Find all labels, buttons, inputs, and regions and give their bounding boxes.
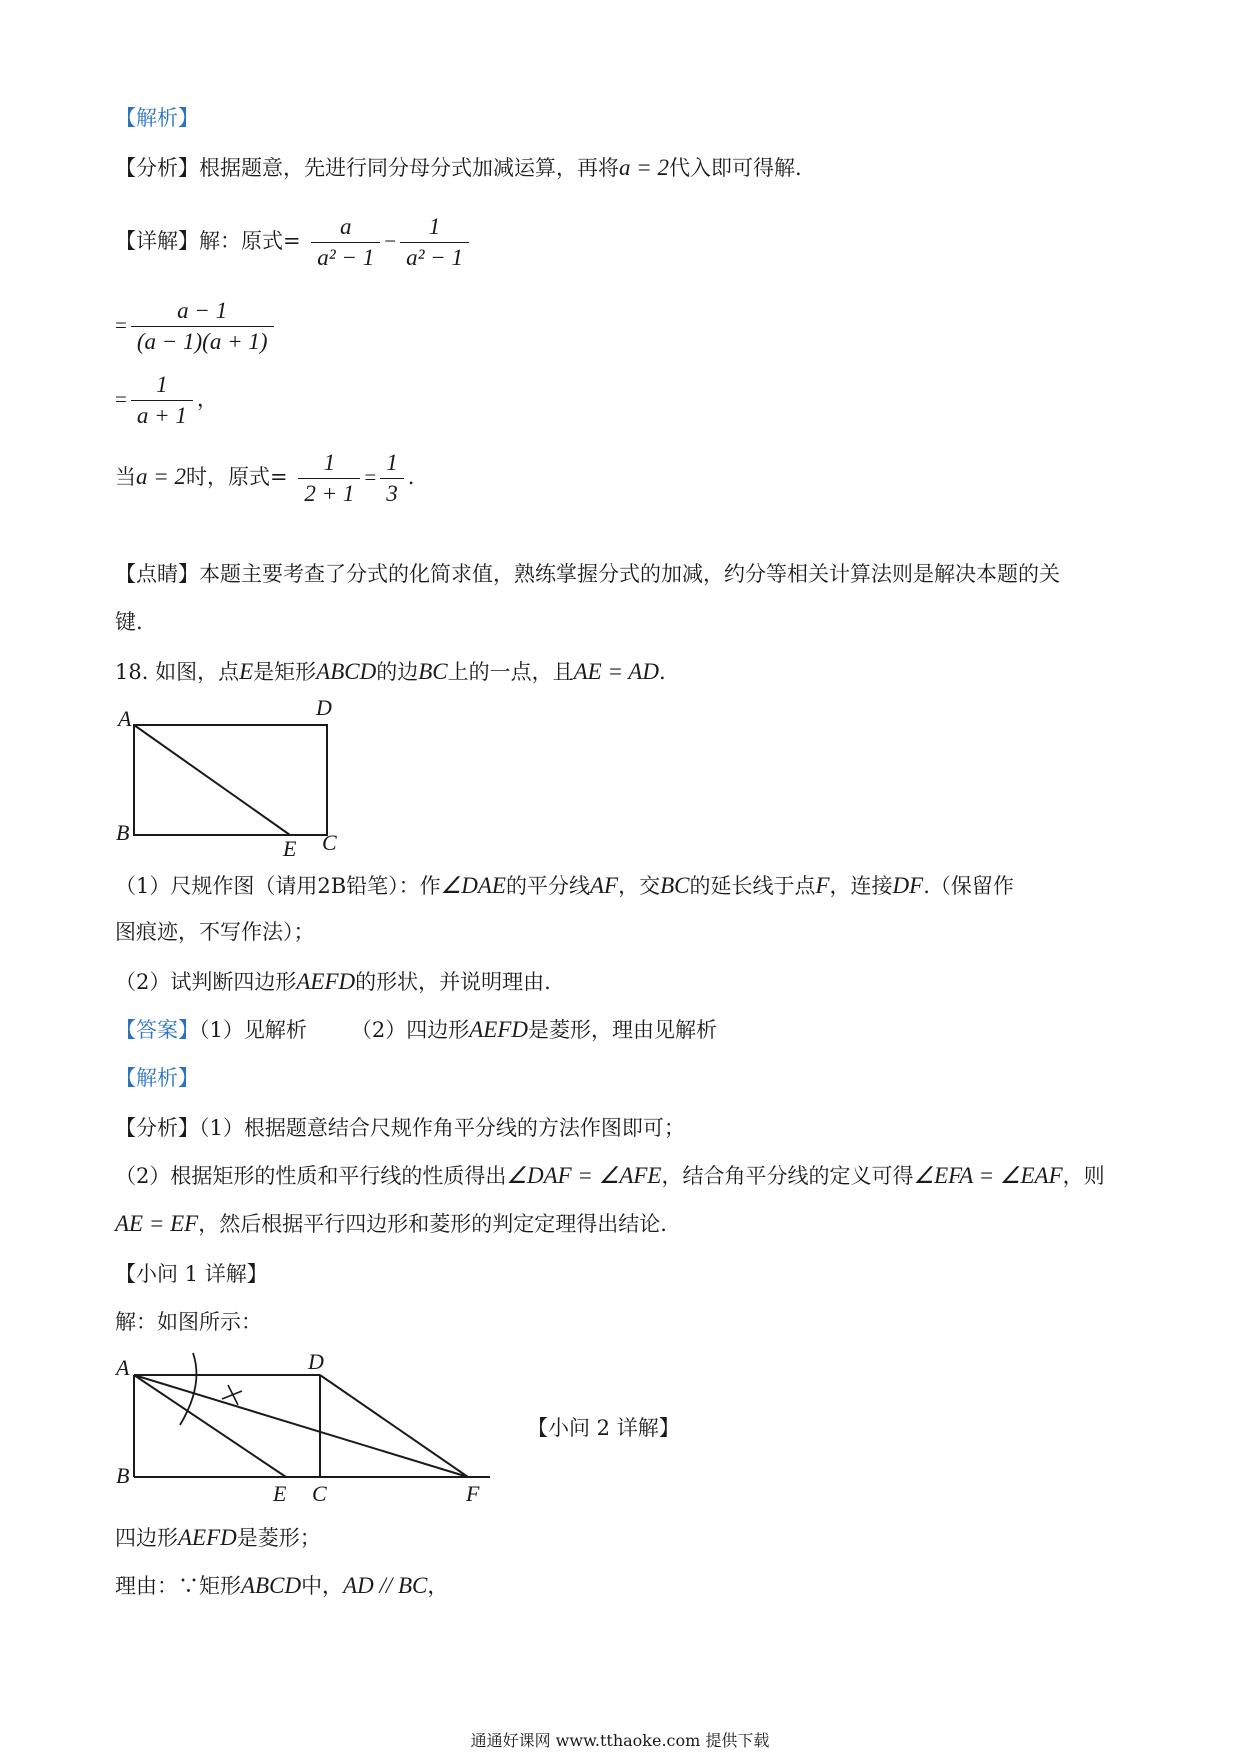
- text: 时，原式=: [186, 465, 288, 489]
- analysis-line: [115, 154, 802, 182]
- point-label-a: A: [118, 706, 132, 731]
- math-var: AF: [589, 873, 619, 898]
- punctuation: .: [407, 465, 415, 489]
- math-var: AEFD: [178, 1525, 237, 1550]
- text: ，结合角平分线的定义可得: [661, 1164, 914, 1188]
- analysis-text: （1）根据题意结合尺规作角平分线的方法作图即可；: [199, 1116, 685, 1140]
- operator: −: [384, 229, 397, 253]
- point-label-d: D: [316, 695, 332, 720]
- analysis-line-1: [115, 1114, 685, 1142]
- text: 的平分线: [505, 874, 590, 898]
- answer-part-1: （1）见解析: [199, 1018, 307, 1042]
- text: （2）根据矩形的性质和平行线的性质得出: [115, 1164, 507, 1188]
- text: ，连接: [829, 874, 893, 898]
- math-var: F: [815, 873, 830, 898]
- text: 是矩形: [253, 660, 317, 684]
- fraction: [380, 448, 404, 509]
- fraction-numerator: a − 1: [131, 296, 274, 327]
- point-label-a: A: [116, 1355, 130, 1380]
- question-18-stem: [115, 658, 666, 686]
- fraction-numerator: 1: [131, 370, 193, 401]
- math-var: ABCD: [241, 1573, 302, 1598]
- punctuation: ，: [196, 387, 218, 411]
- point-label-e: E: [273, 1481, 287, 1506]
- analysis-text: 代入即可得解.: [669, 156, 802, 180]
- remark-text: 本题主要考查了分式的化简求值，熟练掌握分式的加减，约分等相关计算法则是解决本题的关: [199, 562, 1060, 586]
- math-var: AEFD: [296, 969, 356, 994]
- text: （2）试判断四边形: [115, 970, 297, 994]
- fraction-denominator: 3: [386, 481, 398, 506]
- text: 当: [115, 465, 136, 489]
- section-header-jiexi: 【解析】: [115, 1066, 199, 1090]
- analysis-line-2: [115, 1162, 1105, 1190]
- math-var: BC: [418, 659, 448, 684]
- point-label-b: B: [116, 1463, 130, 1488]
- page-footer: 通通好课网 www.tthaoke.com 提供下载: [470, 1731, 770, 1750]
- text: 理由：∵矩形: [115, 1574, 241, 1598]
- section-header-jiexi: 【解析】: [115, 106, 199, 130]
- reason-line: [115, 1572, 448, 1600]
- segment-ae: [134, 1375, 286, 1477]
- text: ，则: [1062, 1164, 1105, 1188]
- solution-prefix: 解：原式=: [199, 229, 301, 253]
- sub-question-1-text: 解：如图所示：: [115, 1310, 262, 1334]
- solution-label: 【详解】: [115, 229, 199, 253]
- math-var: DF: [892, 873, 924, 898]
- math-var: a = 2: [619, 155, 670, 180]
- figure-construction: [110, 1345, 510, 1515]
- fraction: [311, 212, 380, 273]
- fraction-denominator: a² − 1: [317, 245, 375, 270]
- text: 的延长线于点: [689, 874, 816, 898]
- math-var: ∠DAE: [440, 873, 506, 898]
- math-var: AE = EF: [115, 1211, 199, 1236]
- part-1-line-2: 图痕迹，不写作法）；: [115, 920, 315, 944]
- fraction-denominator: a + 1: [136, 403, 187, 428]
- analysis-line-3: [115, 1210, 667, 1238]
- punctuation: ，: [427, 1574, 449, 1598]
- text: ，交: [618, 874, 661, 898]
- operator: =: [115, 387, 127, 411]
- sub-question-1-header: 【小问 1 详解】: [115, 1262, 268, 1286]
- figure-rectangle-abcd: [110, 690, 370, 860]
- remark-line-2: 键.: [115, 610, 143, 634]
- fraction: [131, 370, 193, 431]
- math-var: a = 2: [136, 464, 187, 489]
- text: ，然后根据平行四边形和菱形的判定定理得出结论.: [198, 1212, 667, 1236]
- fraction: [298, 448, 360, 509]
- text: 是菱形，理由见解析: [528, 1018, 718, 1042]
- math-var: ∠DAF = ∠AFE: [506, 1163, 662, 1188]
- math-var: AE = AD: [573, 659, 659, 684]
- conclusion-line: [115, 1524, 321, 1552]
- text: 的边: [376, 660, 419, 684]
- analysis-label: 【分析】: [115, 1116, 199, 1140]
- rectangle-abcd: [134, 725, 327, 835]
- text: 18. 如图，点: [115, 660, 240, 684]
- segment-ae: [134, 725, 290, 835]
- point-label-b: B: [116, 820, 130, 845]
- text: 四边形: [115, 1526, 178, 1550]
- text: （1）尺规作图（请用2B铅笔）：作: [115, 874, 441, 898]
- point-label-c: C: [312, 1481, 327, 1506]
- point-label-d: D: [308, 1349, 324, 1374]
- solution-line-3: [115, 370, 218, 431]
- solution-line-2: [115, 296, 278, 357]
- part-1-line-1: [115, 872, 1014, 900]
- point-label-f: F: [466, 1481, 480, 1506]
- fraction-denominator: a² − 1: [406, 245, 463, 270]
- remark-label: 【点睛】: [115, 562, 199, 586]
- text: （2）四边形: [350, 1018, 470, 1042]
- text: 的形状，并说明理由.: [355, 970, 551, 994]
- math-var: BC: [660, 873, 690, 898]
- part-2-line: [115, 968, 551, 996]
- fraction-numerator: 1: [400, 212, 469, 243]
- text: 中，: [301, 1574, 344, 1598]
- remark-line-1: [115, 560, 1060, 588]
- fraction: [400, 212, 469, 273]
- punctuation: .: [658, 660, 666, 684]
- math-var: AEFD: [469, 1017, 529, 1042]
- segment-df: [320, 1375, 468, 1477]
- solution-line-1: [115, 212, 473, 273]
- point-label-c: C: [322, 830, 337, 855]
- answer-label: 【答案】: [115, 1018, 199, 1042]
- text: .（保留作: [923, 874, 1014, 898]
- operator: =: [364, 465, 377, 489]
- math-var: AD // BC: [343, 1573, 428, 1598]
- segment-af: [134, 1375, 468, 1477]
- sub-question-2-header: 【小问 2 详解】: [527, 1416, 680, 1440]
- point-label-e: E: [283, 836, 297, 860]
- fraction: [131, 296, 274, 357]
- text: 是菱形；: [236, 1526, 321, 1550]
- fraction-numerator: 1: [380, 448, 404, 479]
- text: 上的一点，且: [447, 660, 574, 684]
- answer-line: [115, 1016, 717, 1044]
- math-var: E: [239, 659, 254, 684]
- fraction-numerator: 1: [298, 448, 360, 479]
- solution-line-4: [115, 448, 414, 509]
- analysis-text: 根据题意，先进行同分母分式加减运算，再将: [199, 156, 619, 180]
- operator: =: [115, 313, 127, 337]
- fraction-denominator: 2 + 1: [304, 481, 355, 506]
- fraction-numerator: a: [311, 212, 380, 243]
- math-var: ∠EFA = ∠EAF: [913, 1163, 1063, 1188]
- analysis-label: 【分析】: [115, 156, 199, 180]
- fraction-denominator: (a − 1)(a + 1): [136, 329, 268, 354]
- math-var: ABCD: [316, 659, 377, 684]
